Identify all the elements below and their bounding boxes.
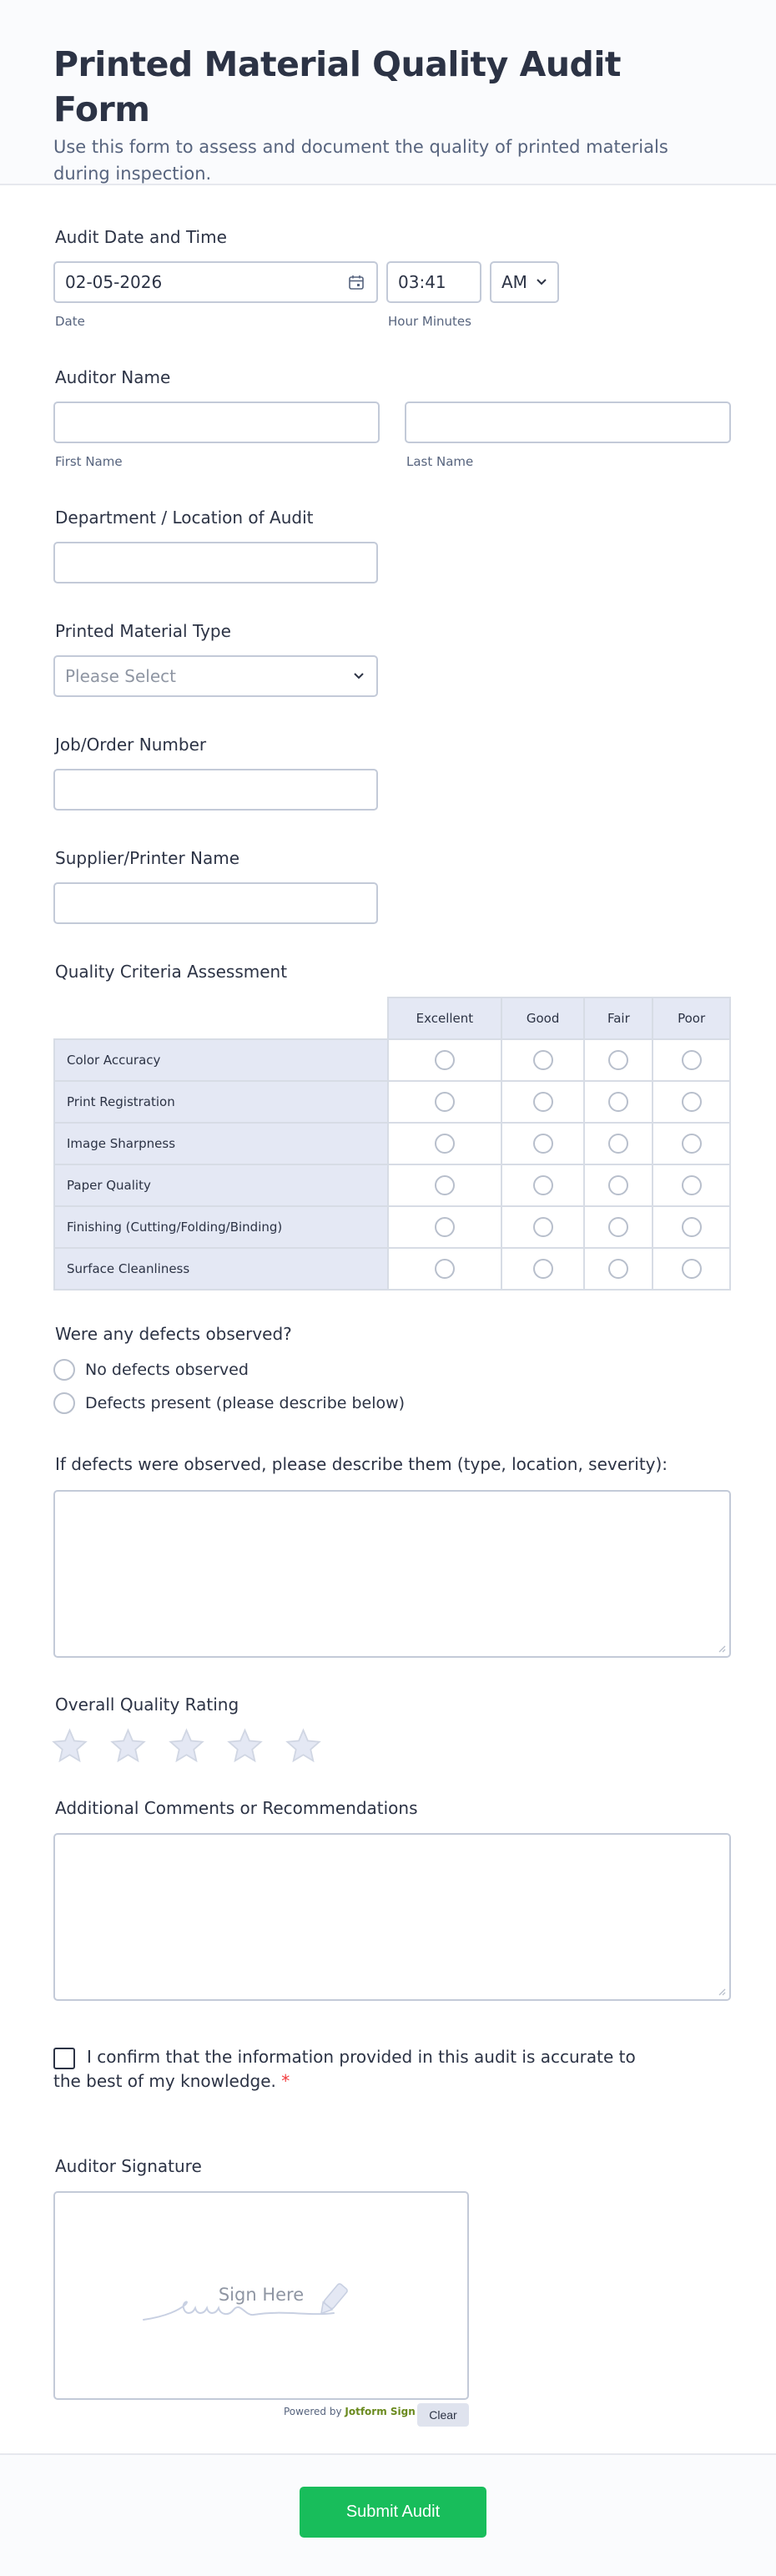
matrix-radio[interactable] (682, 1217, 702, 1237)
time-value: 03:41 (398, 272, 446, 292)
matrix-row-label: Finishing (Cutting/Folding/Binding) (54, 1206, 388, 1248)
ampm-select[interactable] (490, 261, 559, 303)
clear-signature-button[interactable]: Clear (417, 2403, 469, 2427)
matrix-radio[interactable] (533, 1134, 553, 1154)
star-rating (52, 1728, 321, 1764)
matrix-radio[interactable] (682, 1175, 702, 1195)
signature-pad[interactable] (53, 2191, 469, 2400)
powered-by (284, 2406, 416, 2417)
material-type-placeholder: Please Select (65, 666, 176, 686)
comments-label: Additional Comments or Recommendations (55, 1798, 418, 1818)
job-number-input[interactable] (53, 769, 378, 811)
matrix-row-label: Color Accuracy (54, 1039, 388, 1081)
last-name-input[interactable] (405, 402, 731, 443)
department-label: Department / Location of Audit (55, 508, 314, 528)
first-name-sublabel: First Name (55, 454, 123, 469)
matrix-row (54, 1081, 730, 1123)
matrix-row (54, 1206, 730, 1248)
matrix-radio[interactable] (533, 1217, 553, 1237)
defect-description-label: If defects were observed, please describe them (type, location, severity): (55, 1454, 668, 1474)
signature-placeholder: Sign Here (218, 2285, 305, 2305)
time-sublabel: Hour Minutes (388, 314, 471, 329)
matrix-radio[interactable] (435, 1259, 455, 1279)
date-sublabel: Date (55, 314, 85, 329)
star-icon[interactable] (110, 1728, 146, 1764)
matrix-column-header: Fair (584, 998, 653, 1039)
confirm-text: I confirm that the information provided in this audit is accurate to the best of my knowledge. (53, 2047, 636, 2091)
matrix-radio[interactable] (533, 1175, 553, 1195)
supplier-label: Supplier/Printer Name (55, 848, 240, 868)
matrix-radio[interactable] (682, 1134, 702, 1154)
star-icon[interactable] (169, 1728, 204, 1764)
matrix-row (54, 1248, 730, 1290)
star-icon[interactable] (52, 1728, 88, 1764)
matrix-radio[interactable] (533, 1259, 553, 1279)
auditor-name-label: Auditor Name (55, 367, 171, 387)
defect-description-textarea[interactable] (53, 1490, 731, 1658)
matrix-radio[interactable] (435, 1217, 455, 1237)
quality-matrix (53, 997, 731, 1291)
signature-label: Auditor Signature (55, 2156, 202, 2176)
defects-option-present[interactable] (53, 1392, 405, 1415)
matrix-radio[interactable] (608, 1050, 628, 1070)
comments-textarea[interactable] (53, 1833, 731, 2001)
powered-prefix: Powered by (284, 2406, 342, 2417)
chevron-down-icon (353, 672, 365, 680)
defects-label: Were any defects observed? (55, 1324, 292, 1344)
matrix-row (54, 1123, 730, 1164)
matrix-row-label: Print Registration (54, 1081, 388, 1123)
date-value: 02-05-2026 (65, 272, 163, 292)
matrix-radio[interactable] (435, 1092, 455, 1112)
quality-criteria-label: Quality Criteria Assessment (55, 962, 288, 982)
star-icon[interactable] (227, 1728, 263, 1764)
submit-button[interactable]: Submit Audit (300, 2487, 486, 2538)
matrix-row-label: Paper Quality (54, 1164, 388, 1206)
first-name-input[interactable] (53, 402, 380, 443)
matrix-radio[interactable] (435, 1050, 455, 1070)
matrix-column-header: Poor (653, 998, 730, 1039)
matrix-radio[interactable] (682, 1050, 702, 1070)
audit-datetime-label: Audit Date and Time (55, 227, 227, 247)
matrix-row (54, 1164, 730, 1206)
matrix-radio[interactable] (435, 1134, 455, 1154)
time-input[interactable] (386, 261, 481, 303)
powered-brand: Jotform Sign (345, 2406, 416, 2417)
matrix-radio[interactable] (608, 1259, 628, 1279)
matrix-radio[interactable] (533, 1050, 553, 1070)
resize-handle-icon[interactable] (718, 1988, 726, 1996)
matrix-column-header: Good (501, 998, 585, 1039)
date-input[interactable] (53, 261, 378, 303)
form-footer (0, 2453, 776, 2576)
matrix-radio[interactable] (435, 1175, 455, 1195)
required-mark: * (281, 2071, 290, 2091)
option-label: Defects present (please describe below) (85, 1394, 406, 1412)
matrix-radio[interactable] (608, 1134, 628, 1154)
star-icon[interactable] (285, 1728, 321, 1764)
radio-button[interactable] (53, 1359, 75, 1381)
job-number-label: Job/Order Number (55, 735, 207, 755)
matrix-column-header: Excellent (388, 998, 501, 1039)
matrix-radio[interactable] (682, 1092, 702, 1112)
matrix-radio[interactable] (682, 1259, 702, 1279)
matrix-radio[interactable] (608, 1217, 628, 1237)
material-type-label: Printed Material Type (55, 621, 231, 641)
matrix-row (54, 1039, 730, 1081)
form-header (0, 0, 776, 185)
confirm-label (53, 2045, 654, 2094)
form-title: Printed Material Quality Audit Form (53, 44, 622, 129)
resize-handle-icon[interactable] (718, 1644, 726, 1653)
radio-button[interactable] (53, 1392, 75, 1414)
supplier-input[interactable] (53, 882, 378, 924)
chevron-down-icon (536, 278, 547, 286)
matrix-corner (54, 998, 388, 1039)
option-label: No defects observed (85, 1361, 249, 1379)
material-type-select[interactable] (53, 655, 378, 697)
matrix-radio[interactable] (533, 1092, 553, 1112)
defects-option-none[interactable] (53, 1358, 249, 1381)
department-input[interactable] (53, 542, 378, 583)
rating-label: Overall Quality Rating (55, 1695, 239, 1715)
matrix-row-label: Surface Cleanliness (54, 1248, 388, 1290)
matrix-radio[interactable] (608, 1175, 628, 1195)
form-description: Use this form to assess and document the quality of printed materials during inspection. (53, 137, 668, 184)
matrix-row-label: Image Sharpness (54, 1123, 388, 1164)
calendar-icon[interactable] (348, 274, 365, 290)
last-name-sublabel: Last Name (406, 454, 474, 469)
matrix-radio[interactable] (608, 1092, 628, 1112)
ampm-value: AM (501, 272, 527, 292)
